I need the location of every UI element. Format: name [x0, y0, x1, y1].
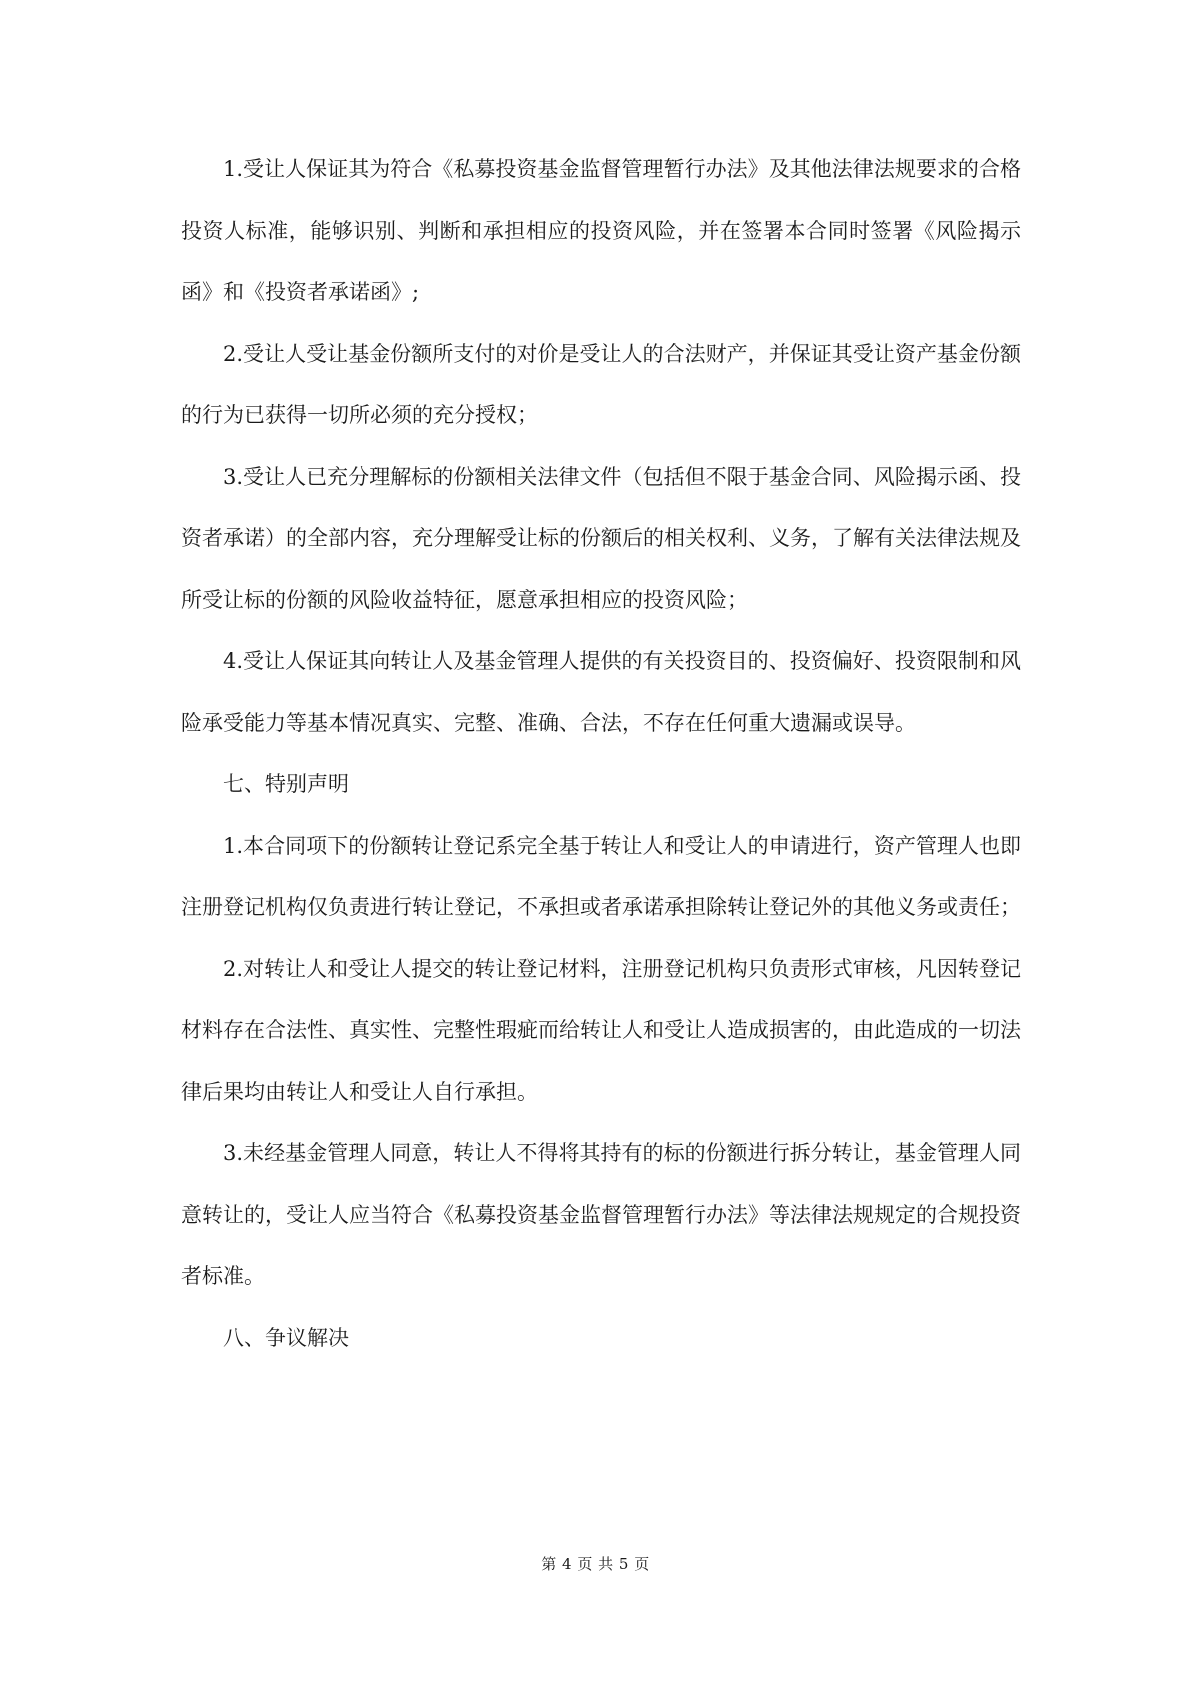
paragraph-4: 4.受让人保证其向转让人及基金管理人提供的有关投资目的、投资偏好、投资限制和风险承受能力等基本情况真实、完整、准确、合法，不存在任何重大遗漏或误导。: [181, 649, 1021, 735]
paragraph-7: 3.未经基金管理人同意，转让人不得将其持有的标的份额进行拆分转让，基金管理人同意转让的，受让人应当符合《私募投资基金监督管理暂行办法》等法律法规规定的合规投资者标准。: [181, 1141, 1021, 1288]
paragraph-2: 2.受让人受让基金份额所支付的对价是受让人的合法财产，并保证其受让资产基金份额的行为已获得一切所必须的充分授权；: [181, 341, 1021, 427]
paragraph-6: 2.对转让人和受让人提交的转让登记材料，注册登记机构只负责形式审核，凡因转登记材料存在合法性、真实性、完整性瑕疵而给转让人和受让人造成损害的，由此造成的一切法律后果均由转让人和受让人自行承担。: [181, 956, 1021, 1104]
page-footer: [0, 1553, 1191, 1574]
section-heading-dispute-resolution: 八、争议解决: [223, 1325, 349, 1350]
paragraph-3: 3.受让人已充分理解标的份额相关法律文件（包括但不限于基金合同、风险揭示函、投资者承诺）的全部内容，充分理解受让标的份额后的相关权利、义务，了解有关法律法规及所受让标的份额的风险收益特征，愿意承担相应的投资风险；: [181, 464, 1021, 612]
document-body: [181, 139, 1021, 1369]
paragraph-1: 1.受让人保证其为符合《私募投资基金监督管理暂行办法》及其他法律法规要求的合格投资人标准，能够识别、判断和承担相应的投资风险，并在签署本合同时签署《风险揭示函》和《投资者承诺函》;: [181, 157, 1021, 304]
paragraph-5: 1.本合同项下的份额转让登记系完全基于转让人和受让人的申请进行，资产管理人也即注册登记机构仅负责进行转让登记，不承担或者承诺承担除转让登记外的其他义务或责任；: [181, 833, 1021, 919]
page-number: 第 4 页 共 5 页: [541, 1555, 650, 1573]
section-heading-special-statement: 七、特别声明: [223, 772, 349, 796]
